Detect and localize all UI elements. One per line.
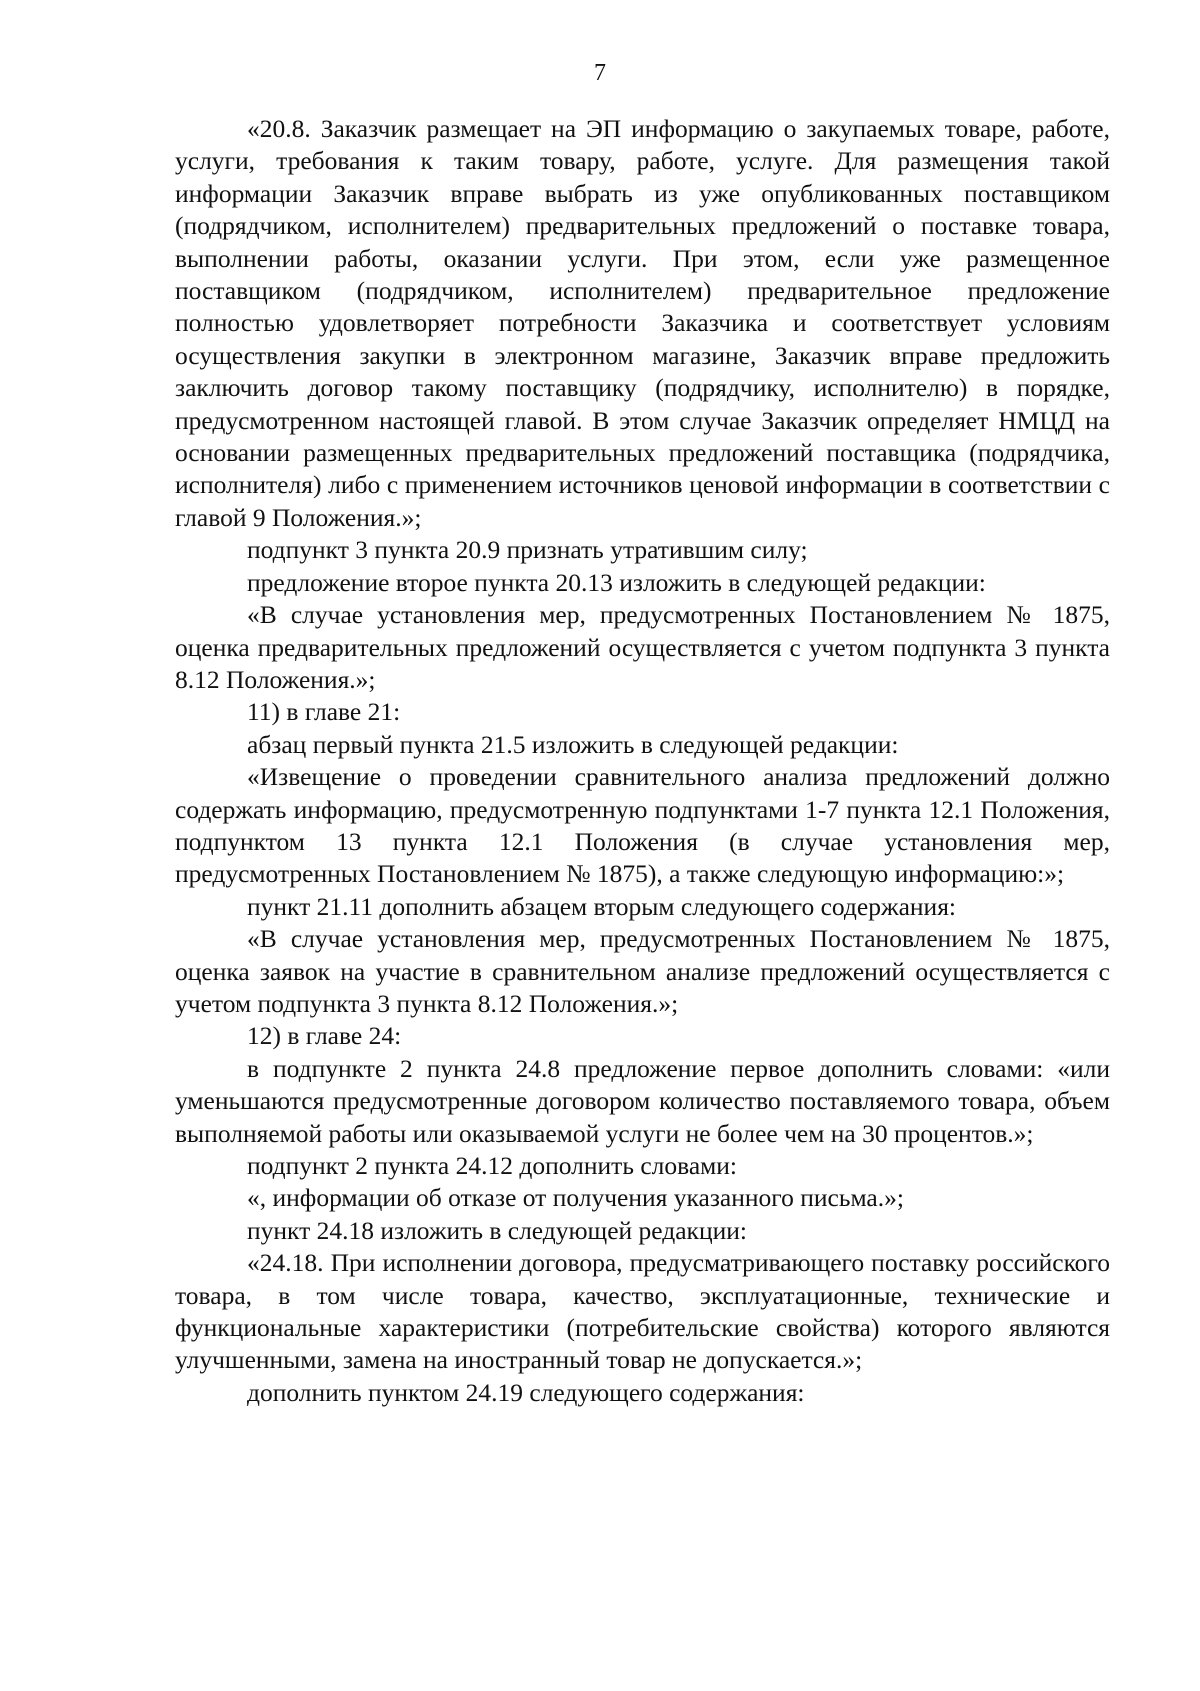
paragraph-24-12-amend: подпункт 2 пункта 24.12 дополнить словами: <box>247 1151 738 1180</box>
paragraph-chapter-21: 11) в главе 21: <box>247 697 401 727</box>
paragraph-20-8: «20.8. Заказчик размещает на ЭП информацию о закупаемых товаре, работе, услуги, требования к таким товару, работе, услуге. Для размещения такой информации Заказчик вправе выбрать из уже опубликованных поставщиком (подрядчиком, исполнителем) предварительных предложений о поставке товара, выполнении работы, оказании услуги. При этом, если уже размещенное поставщиком (подрядчиком, исполнителем) предварительное предложение полностью удовлетворяет потребности Заказчика и соответствует условиям осуществления закупки в электронном магазине, Заказчик вправе предложить заключить договор такому поставщику (подрядчику, исполнителю) в порядке, предусмотренном настоящей главой. В этом случае Заказчик определяет НМЦД на основании размещенных предварительных предложений поставщика (подрядчика, исполнителя) либо с применением источников ценовой информации в соответствии с главой 9 Положения.»; <box>175 114 1110 532</box>
paragraph-21-5-text: «Извещение о проведении сравнительного анализа предложений должно содержать информацию, предусмотренную подпунктами 1-7 пункта 12.1 Положения, подпунктом 13 пункта 12.1 Положения (в случае установления мер, предусмотренных Постановлением № 1875), а также следующую информацию:»; <box>175 762 1110 889</box>
page-number: 7 <box>594 60 606 86</box>
paragraph-20-13-amend: предложение второе пункта 20.13 изложить в следующей редакции: <box>247 567 986 597</box>
paragraph-21-5-amend: абзац первый пункта 21.5 изложить в следующей редакции: <box>247 729 899 759</box>
paragraph-24-18-amend: пункт 24.18 изложить в следующей редакции: <box>247 1215 747 1245</box>
paragraph-24-8-amend: в подпункте 2 пункта 24.8 предложение первое дополнить словами: «или уменьшаются предусмотренные договором количество поставляемого товара, объем выполняемой работы или оказываемой услуги не более чем на 30 процентов.»; <box>175 1053 1110 1148</box>
paragraph-20-9-repeal: подпункт 3 пункта 20.9 признать утратившим силу; <box>247 535 808 565</box>
paragraph-20-13-text: «В случае установления мер, предусмотренных Постановлением № 1875, оценка предварительных предложений осуществляется с учетом подпункта 3 пункта 8.12 Положения.»; <box>175 600 1110 694</box>
paragraph-24-18-text: «24.18. При исполнении договора, предусматривающего поставку российского товара, в том числе товара, качество, эксплуатационные, технические и функциональные характеристики (потребительские свойства) которого являются улучшенными, замена на иностранный товар не допускается.»; <box>175 1248 1110 1375</box>
paragraph-24-12-text: «, информации об отказе от получения указанного письма.»; <box>247 1183 904 1213</box>
paragraph-21-11-text: «В случае установления мер, предусмотренных Постановлением № 1875, оценка заявок на участие в сравнительном анализе предложений осуществляется с учетом подпункта 3 пункта 8.12 Положения.»; <box>175 924 1110 1018</box>
paragraph-24-19-add: дополнить пунктом 24.19 следующего содержания: <box>247 1377 805 1407</box>
document-body <box>175 113 1110 1409</box>
paragraph-chapter-24: 12) в главе 24: <box>247 1021 402 1051</box>
paragraph-21-11-amend: пункт 21.11 дополнить абзацем вторым следующего содержания: <box>247 891 957 921</box>
